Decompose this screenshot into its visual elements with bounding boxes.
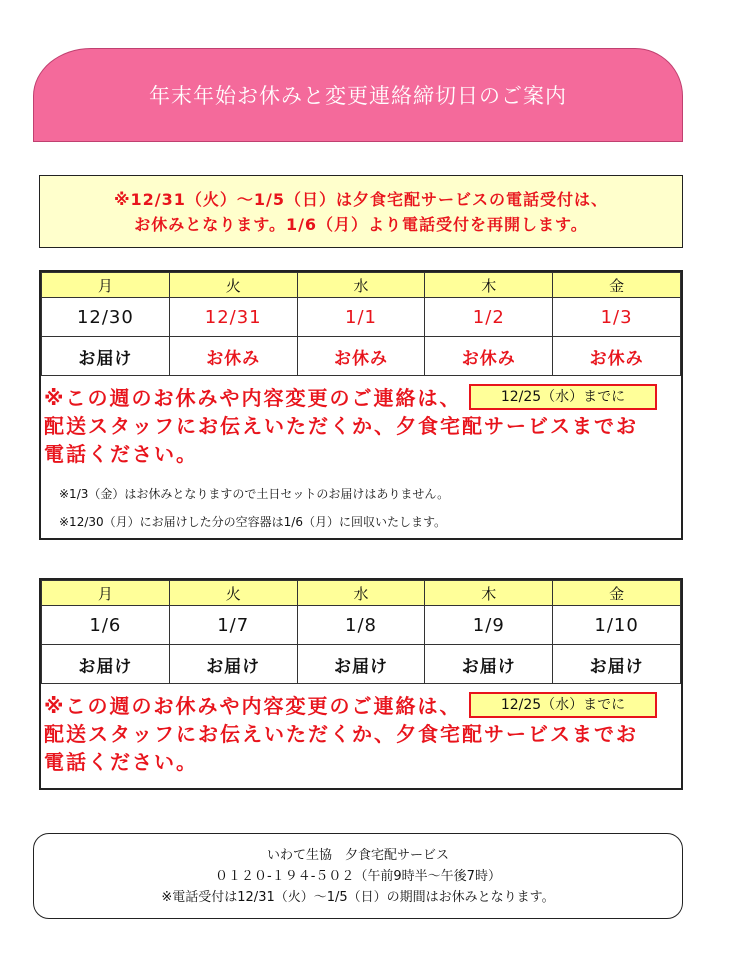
- weekday-fri: 金: [553, 581, 681, 606]
- date-cell: 1/10: [553, 606, 681, 645]
- weekday-tue: 火: [169, 273, 297, 298]
- contact-line-3: 電話ください。: [44, 750, 198, 774]
- week-2-schedule: [39, 578, 683, 790]
- weekday-mon: 月: [42, 273, 170, 298]
- contact-line-1: ※この週のお休みや内容変更のご連絡は、: [44, 694, 462, 718]
- notice-line-2: お休みとなります。1/6（月）より電話受付を再開します。: [134, 214, 588, 234]
- date-cell: 12/31: [169, 298, 297, 337]
- weekday-header-row: [42, 581, 681, 606]
- deadline-badge: 12/25（水）までに: [469, 692, 657, 718]
- weekday-fri: 金: [553, 273, 681, 298]
- status-cell: お休み: [297, 337, 425, 376]
- status-row: [42, 645, 681, 684]
- date-cell: 1/9: [425, 606, 553, 645]
- closure-notice: [39, 175, 683, 248]
- date-cell: 1/3: [553, 298, 681, 337]
- note-line: ※1/3（金）はお休みとなりますので土日セットのお届けはありません。: [59, 487, 450, 501]
- week-1-schedule: [39, 270, 683, 540]
- week-notes: [41, 468, 681, 536]
- status-cell: お休み: [553, 337, 681, 376]
- status-cell: お届け: [553, 645, 681, 684]
- week-2-table: [41, 580, 681, 684]
- weekday-wed: 水: [297, 273, 425, 298]
- status-cell: お届け: [42, 337, 170, 376]
- weekday-header-row: [42, 273, 681, 298]
- footer-note: ※電話受付は12/31（火）～1/5（日）の期間はお休みとなります。: [161, 890, 555, 905]
- date-cell: 1/2: [425, 298, 553, 337]
- date-row: [42, 298, 681, 337]
- status-cell: お届け: [42, 645, 170, 684]
- contact-line-1: ※この週のお休みや内容変更のご連絡は、: [44, 386, 462, 410]
- weekday-tue: 火: [169, 581, 297, 606]
- page-title: 年末年始お休みと変更連絡締切日のご案内: [33, 48, 683, 142]
- status-cell: お休み: [425, 337, 553, 376]
- week-1-table: [41, 272, 681, 376]
- contact-instructions: [41, 376, 681, 468]
- status-cell: お届け: [169, 645, 297, 684]
- deadline-badge: 12/25（水）までに: [469, 384, 657, 410]
- date-cell: 1/7: [169, 606, 297, 645]
- contact-footer: [33, 833, 683, 919]
- contact-line-2: 配送スタッフにお伝えいただくか、夕食宅配サービスまでお: [44, 722, 638, 746]
- weekday-wed: 水: [297, 581, 425, 606]
- weekday-thu: 木: [425, 581, 553, 606]
- weekday-thu: 木: [425, 273, 553, 298]
- status-cell: お届け: [297, 645, 425, 684]
- date-cell: 1/1: [297, 298, 425, 337]
- status-cell: お休み: [169, 337, 297, 376]
- date-cell: 1/8: [297, 606, 425, 645]
- note-line: ※12/30（月）にお届けした分の空容器は1/6（月）に回収いたします。: [59, 515, 446, 529]
- date-row: [42, 606, 681, 645]
- date-cell: 1/6: [42, 606, 170, 645]
- contact-line-2: 配送スタッフにお伝えいただくか、夕食宅配サービスまでお: [44, 414, 638, 438]
- weekday-mon: 月: [42, 581, 170, 606]
- contact-line-3: 電話ください。: [44, 442, 198, 466]
- status-cell: お届け: [425, 645, 553, 684]
- footer-org: いわて生協 夕食宅配サービス: [266, 848, 449, 863]
- date-cell: 12/30: [42, 298, 170, 337]
- notice-line-1: ※12/31（火）～1/5（日）は夕食宅配サービスの電話受付は、: [113, 189, 609, 209]
- contact-instructions: [41, 684, 681, 776]
- footer-phone: ０１２０-１９４-５０２（午前9時半～午後7時）: [215, 869, 501, 884]
- status-row: [42, 337, 681, 376]
